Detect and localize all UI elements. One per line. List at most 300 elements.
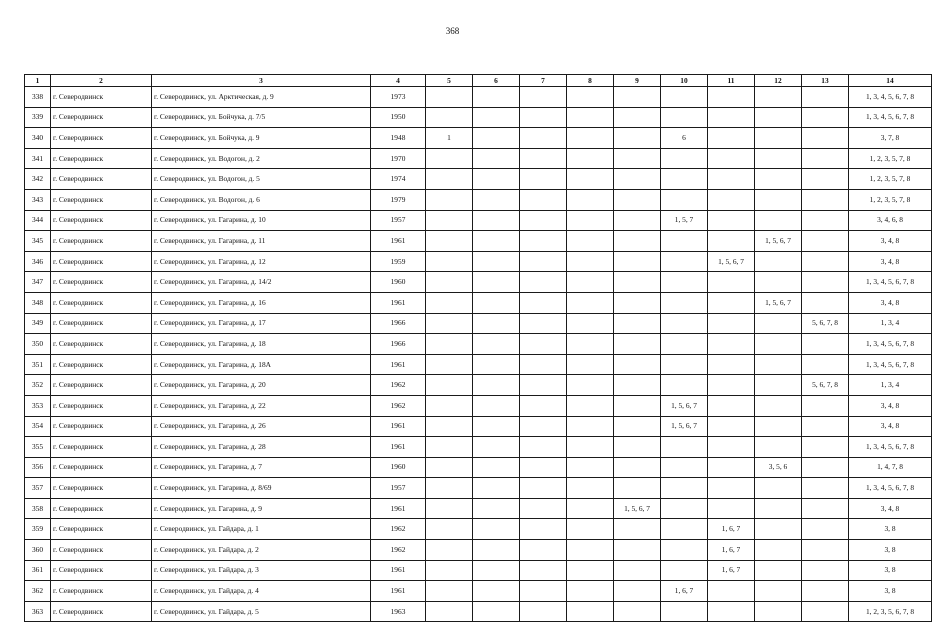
table-row [25,581,932,602]
cell-settlement: г. Северодвинск [51,334,152,355]
cell-col-9 [614,107,661,128]
cell-col-13 [802,292,849,313]
cell-address: г. Северодвинск, ул. Гайдара, д. 4 [152,581,371,602]
table-row [25,519,932,540]
cell-col-7 [520,581,567,602]
table-body [25,87,932,622]
cell-settlement: г. Северодвинск [51,210,152,231]
cell-year-built: 1962 [371,540,426,561]
cell-col-8 [567,395,614,416]
cell-row-number: 354 [25,416,51,437]
cell-col-14: 3, 4, 8 [849,395,932,416]
cell-settlement: г. Северодвинск [51,169,152,190]
cell-address: г. Северодвинск, ул. Бойчука, д. 9 [152,128,371,149]
cell-year-built: 1957 [371,210,426,231]
table-row [25,272,932,293]
column-header-6: 6 [473,75,520,87]
cell-col-12: 3, 5, 6 [755,457,802,478]
cell-col-9: 1, 5, 6, 7 [614,498,661,519]
cell-col-7 [520,354,567,375]
cell-settlement: г. Северодвинск [51,437,152,458]
cell-year-built: 1961 [371,231,426,252]
cell-col-14: 1, 4, 7, 8 [849,457,932,478]
cell-col-9 [614,375,661,396]
cell-col-14: 1, 3, 4, 5, 6, 7, 8 [849,334,932,355]
table-row [25,540,932,561]
table-row [25,375,932,396]
cell-col-6 [473,272,520,293]
cell-col-5: 1 [426,128,473,149]
cell-col-8 [567,272,614,293]
cell-col-12 [755,498,802,519]
column-header-11: 11 [708,75,755,87]
cell-year-built: 1966 [371,334,426,355]
cell-col-14: 1, 3, 4, 5, 6, 7, 8 [849,478,932,499]
cell-col-12 [755,437,802,458]
cell-col-14: 1, 3, 4, 5, 6, 7, 8 [849,272,932,293]
cell-col-14: 1, 2, 3, 5, 7, 8 [849,189,932,210]
cell-address: г. Северодвинск, ул. Гайдара, д. 2 [152,540,371,561]
cell-settlement: г. Северодвинск [51,354,152,375]
cell-col-7 [520,251,567,272]
cell-col-5 [426,313,473,334]
table-row [25,251,932,272]
cell-address: г. Северодвинск, ул. Водогон, д. 6 [152,189,371,210]
cell-row-number: 338 [25,87,51,108]
cell-col-12 [755,540,802,561]
cell-col-13 [802,601,849,622]
cell-col-10 [661,437,708,458]
cell-col-7 [520,540,567,561]
cell-settlement: г. Северодвинск [51,601,152,622]
cell-col-13 [802,354,849,375]
cell-col-8 [567,169,614,190]
cell-row-number: 345 [25,231,51,252]
cell-col-8 [567,581,614,602]
cell-col-12 [755,375,802,396]
cell-col-10 [661,251,708,272]
cell-col-8 [567,354,614,375]
cell-col-6 [473,107,520,128]
cell-col-11 [708,210,755,231]
cell-col-12 [755,148,802,169]
cell-year-built: 1950 [371,107,426,128]
cell-col-13 [802,519,849,540]
cell-settlement: г. Северодвинск [51,292,152,313]
cell-settlement: г. Северодвинск [51,519,152,540]
cell-year-built: 1966 [371,313,426,334]
cell-col-7 [520,395,567,416]
cell-col-5 [426,560,473,581]
cell-col-7 [520,87,567,108]
cell-col-11 [708,334,755,355]
cell-row-number: 358 [25,498,51,519]
cell-col-13 [802,437,849,458]
cell-col-5 [426,210,473,231]
cell-settlement: г. Северодвинск [51,272,152,293]
cell-col-5 [426,457,473,478]
cell-address: г. Северодвинск, ул. Гагарина, д. 10 [152,210,371,231]
cell-address: г. Северодвинск, ул. Водогон, д. 5 [152,169,371,190]
cell-col-6 [473,519,520,540]
cell-col-14: 1, 3, 4 [849,313,932,334]
cell-col-6 [473,581,520,602]
cell-col-11 [708,375,755,396]
cell-col-7 [520,210,567,231]
cell-col-10 [661,498,708,519]
cell-col-8 [567,478,614,499]
cell-col-11 [708,313,755,334]
cell-col-14: 3, 4, 8 [849,292,932,313]
cell-col-14: 3, 8 [849,560,932,581]
cell-col-14: 3, 4, 8 [849,498,932,519]
cell-row-number: 348 [25,292,51,313]
cell-year-built: 1962 [371,395,426,416]
cell-col-12 [755,416,802,437]
cell-col-13 [802,210,849,231]
cell-col-7 [520,478,567,499]
cell-address: г. Северодвинск, ул. Гайдара, д. 1 [152,519,371,540]
cell-address: г. Северодвинск, ул. Гагарина, д. 18 [152,334,371,355]
cell-address: г. Северодвинск, ул. Гагарина, д. 26 [152,416,371,437]
cell-col-12 [755,313,802,334]
cell-year-built: 1962 [371,375,426,396]
cell-col-9 [614,437,661,458]
cell-year-built: 1960 [371,457,426,478]
cell-col-14: 3, 4, 6, 8 [849,210,932,231]
cell-settlement: г. Северодвинск [51,148,152,169]
cell-col-5 [426,416,473,437]
cell-col-5 [426,272,473,293]
cell-col-13 [802,540,849,561]
cell-col-8 [567,189,614,210]
cell-settlement: г. Северодвинск [51,128,152,149]
cell-settlement: г. Северодвинск [51,498,152,519]
cell-year-built: 1963 [371,601,426,622]
table-row [25,313,932,334]
cell-year-built: 1961 [371,416,426,437]
table-header-row [25,75,932,87]
table-row [25,128,932,149]
cell-col-9 [614,148,661,169]
cell-col-10: 1, 5, 6, 7 [661,395,708,416]
cell-col-13 [802,560,849,581]
cell-address: г. Северодвинск, ул. Гагарина, д. 28 [152,437,371,458]
cell-row-number: 356 [25,457,51,478]
cell-col-11 [708,107,755,128]
cell-col-12 [755,334,802,355]
cell-col-7 [520,416,567,437]
cell-col-6 [473,251,520,272]
cell-col-14: 1, 3, 4 [849,375,932,396]
cell-year-built: 1974 [371,169,426,190]
cell-col-14: 1, 3, 4, 5, 6, 7, 8 [849,437,932,458]
cell-col-5 [426,498,473,519]
cell-col-11: 1, 6, 7 [708,560,755,581]
cell-col-12: 1, 5, 6, 7 [755,292,802,313]
cell-col-13 [802,148,849,169]
cell-col-14: 3, 8 [849,540,932,561]
cell-col-8 [567,107,614,128]
cell-address: г. Северодвинск, ул. Гагарина, д. 12 [152,251,371,272]
cell-col-7 [520,437,567,458]
cell-settlement: г. Северодвинск [51,457,152,478]
cell-col-8 [567,601,614,622]
cell-col-11 [708,354,755,375]
cell-col-5 [426,437,473,458]
cell-col-6 [473,128,520,149]
cell-col-5 [426,87,473,108]
cell-col-14: 3, 8 [849,519,932,540]
cell-col-9 [614,313,661,334]
cell-settlement: г. Северодвинск [51,581,152,602]
cell-col-11: 1, 6, 7 [708,519,755,540]
cell-col-5 [426,169,473,190]
cell-col-14: 1, 2, 3, 5, 7, 8 [849,169,932,190]
cell-col-10: 1, 5, 6, 7 [661,416,708,437]
cell-settlement: г. Северодвинск [51,560,152,581]
cell-row-number: 361 [25,560,51,581]
cell-col-6 [473,375,520,396]
cell-year-built: 1979 [371,189,426,210]
cell-col-14: 1, 3, 4, 5, 6, 7, 8 [849,107,932,128]
cell-col-9 [614,581,661,602]
cell-address: г. Северодвинск, ул. Гагарина, д. 7 [152,457,371,478]
cell-col-10 [661,457,708,478]
column-header-8: 8 [567,75,614,87]
cell-col-9 [614,354,661,375]
column-header-14: 14 [849,75,932,87]
cell-col-11 [708,416,755,437]
cell-col-12 [755,210,802,231]
cell-col-9 [614,87,661,108]
cell-row-number: 353 [25,395,51,416]
table-row [25,498,932,519]
cell-col-10 [661,292,708,313]
cell-settlement: г. Северодвинск [51,251,152,272]
cell-col-8 [567,416,614,437]
cell-col-5 [426,251,473,272]
cell-col-10 [661,87,708,108]
cell-col-5 [426,540,473,561]
cell-settlement: г. Северодвинск [51,540,152,561]
cell-col-7 [520,169,567,190]
cell-address: г. Северодвинск, ул. Гагарина, д. 9 [152,498,371,519]
cell-col-13 [802,107,849,128]
column-header-7: 7 [520,75,567,87]
cell-col-11 [708,395,755,416]
cell-year-built: 1960 [371,272,426,293]
cell-col-10 [661,107,708,128]
cell-col-12 [755,560,802,581]
cell-col-9 [614,334,661,355]
table-row [25,189,932,210]
cell-col-8 [567,457,614,478]
cell-col-7 [520,601,567,622]
table-row [25,87,932,108]
cell-col-11 [708,87,755,108]
cell-col-8 [567,231,614,252]
cell-col-6 [473,210,520,231]
cell-col-7 [520,519,567,540]
table-row [25,601,932,622]
cell-col-10: 1, 5, 7 [661,210,708,231]
cell-col-5 [426,581,473,602]
table-row [25,210,932,231]
cell-col-13 [802,498,849,519]
cell-col-6 [473,189,520,210]
cell-col-9 [614,395,661,416]
cell-col-11 [708,148,755,169]
cell-year-built: 1973 [371,87,426,108]
cell-col-12 [755,519,802,540]
cell-col-5 [426,354,473,375]
cell-col-10 [661,375,708,396]
cell-settlement: г. Северодвинск [51,313,152,334]
cell-col-9 [614,210,661,231]
cell-col-6 [473,354,520,375]
cell-col-12 [755,251,802,272]
cell-row-number: 339 [25,107,51,128]
cell-row-number: 341 [25,148,51,169]
cell-col-12 [755,478,802,499]
table-row [25,416,932,437]
cell-col-11 [708,498,755,519]
cell-col-8 [567,540,614,561]
table-row [25,354,932,375]
cell-col-9 [614,601,661,622]
cell-col-14: 3, 4, 8 [849,251,932,272]
cell-year-built: 1961 [371,560,426,581]
cell-col-8 [567,437,614,458]
cell-col-6 [473,292,520,313]
table-row [25,334,932,355]
cell-row-number: 357 [25,478,51,499]
cell-col-6 [473,540,520,561]
cell-col-10 [661,601,708,622]
cell-col-10 [661,231,708,252]
cell-col-14: 1, 3, 4, 5, 6, 7, 8 [849,354,932,375]
cell-col-8 [567,148,614,169]
cell-col-14: 3, 4, 8 [849,416,932,437]
table-row [25,395,932,416]
cell-row-number: 340 [25,128,51,149]
column-header-13: 13 [802,75,849,87]
cell-address: г. Северодвинск, ул. Арктическая, д. 9 [152,87,371,108]
cell-col-8 [567,560,614,581]
cell-col-11 [708,601,755,622]
cell-row-number: 344 [25,210,51,231]
cell-address: г. Северодвинск, ул. Гагарина, д. 22 [152,395,371,416]
cell-col-7 [520,560,567,581]
cell-col-9 [614,231,661,252]
table-row [25,148,932,169]
cell-col-5 [426,292,473,313]
cell-col-8 [567,519,614,540]
cell-col-12 [755,107,802,128]
cell-col-6 [473,87,520,108]
cell-col-7 [520,375,567,396]
page-number: 368 [445,26,460,36]
cell-settlement: г. Северодвинск [51,107,152,128]
cell-col-7 [520,313,567,334]
cell-col-12 [755,272,802,293]
cell-address: г. Северодвинск, ул. Гагарина, д. 14/2 [152,272,371,293]
cell-col-14: 3, 8 [849,581,932,602]
cell-col-6 [473,313,520,334]
cell-col-14: 3, 4, 8 [849,231,932,252]
cell-row-number: 359 [25,519,51,540]
cell-year-built: 1957 [371,478,426,499]
cell-col-13 [802,581,849,602]
table-row [25,169,932,190]
table-row [25,478,932,499]
cell-col-11 [708,231,755,252]
cell-col-10 [661,169,708,190]
cell-col-14: 1, 2, 3, 5, 7, 8 [849,148,932,169]
cell-col-10: 6 [661,128,708,149]
table-row [25,231,932,252]
cell-col-6 [473,231,520,252]
cell-address: г. Северодвинск, ул. Гагарина, д. 18А [152,354,371,375]
cell-col-10 [661,519,708,540]
cell-col-10: 1, 6, 7 [661,581,708,602]
table-row [25,292,932,313]
column-header-10: 10 [661,75,708,87]
cell-col-8 [567,87,614,108]
cell-year-built: 1961 [371,354,426,375]
cell-col-13 [802,272,849,293]
cell-col-13 [802,169,849,190]
cell-col-13 [802,189,849,210]
cell-year-built: 1959 [371,251,426,272]
column-header-12: 12 [755,75,802,87]
cell-address: г. Северодвинск, ул. Гайдара, д. 5 [152,601,371,622]
cell-col-5 [426,375,473,396]
column-header-4: 4 [371,75,426,87]
cell-col-7 [520,292,567,313]
table-row [25,560,932,581]
cell-col-5 [426,107,473,128]
cell-col-12 [755,581,802,602]
cell-year-built: 1961 [371,437,426,458]
cell-col-13: 5, 6, 7, 8 [802,313,849,334]
cell-col-13 [802,457,849,478]
cell-col-7 [520,189,567,210]
cell-col-8 [567,210,614,231]
cell-col-9 [614,416,661,437]
cell-year-built: 1962 [371,519,426,540]
cell-col-11 [708,437,755,458]
cell-col-11 [708,581,755,602]
cell-col-9 [614,478,661,499]
cell-col-9 [614,560,661,581]
cell-col-9 [614,457,661,478]
cell-address: г. Северодвинск, ул. Водогон, д. 2 [152,148,371,169]
cell-row-number: 352 [25,375,51,396]
cell-col-6 [473,334,520,355]
cell-col-6 [473,395,520,416]
cell-row-number: 360 [25,540,51,561]
cell-col-7 [520,334,567,355]
column-header-1: 1 [25,75,51,87]
cell-col-11 [708,478,755,499]
cell-row-number: 346 [25,251,51,272]
cell-col-8 [567,375,614,396]
cell-col-6 [473,478,520,499]
cell-row-number: 347 [25,272,51,293]
cell-settlement: г. Северодвинск [51,395,152,416]
